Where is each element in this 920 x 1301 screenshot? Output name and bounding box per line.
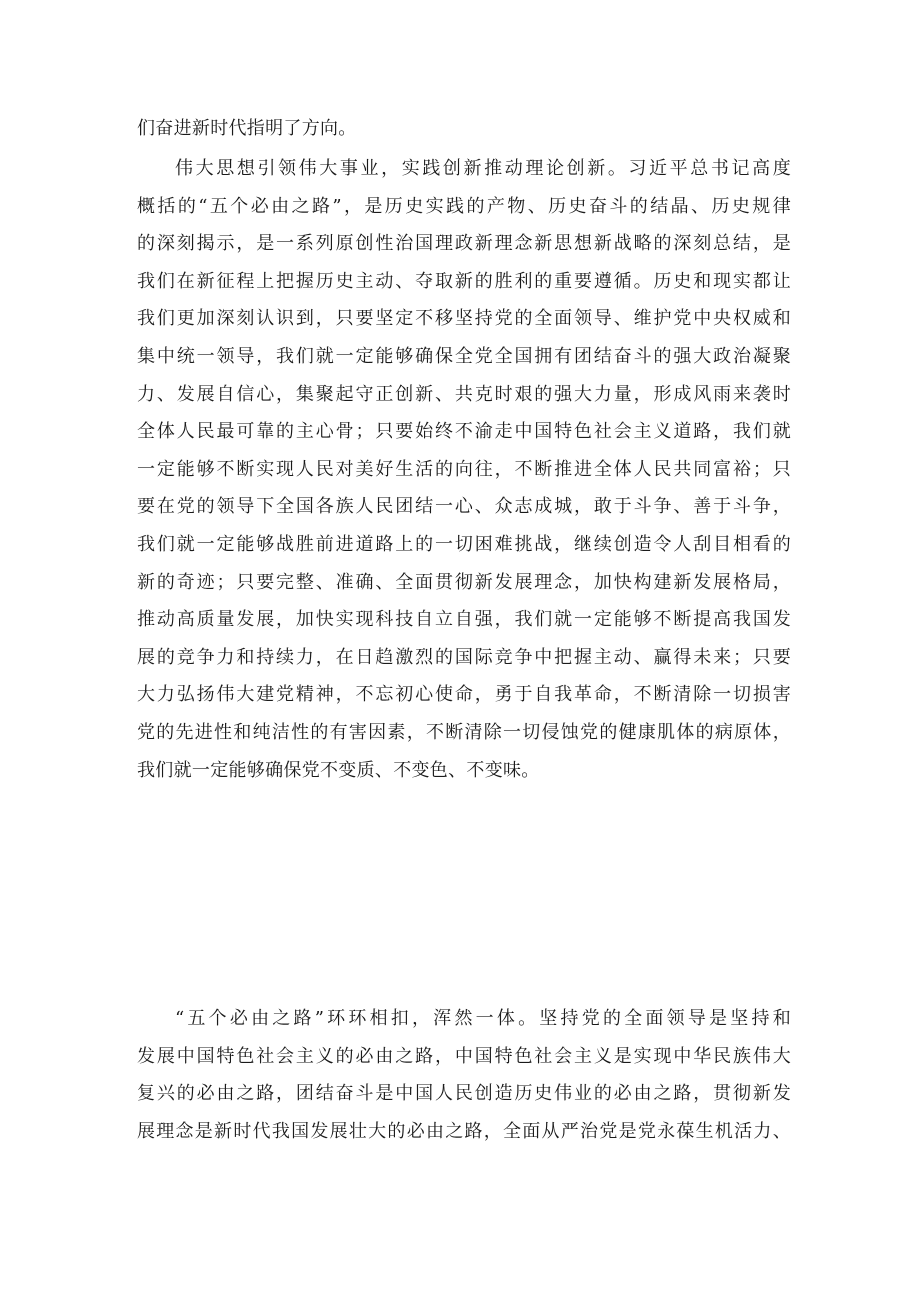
text-line: 概括的“五个必由之路”，是历史实践的产物、历史奋斗的结晶、历史规律 xyxy=(137,195,791,217)
text-line: 我们更加深刻认识到，只要坚定不移坚持党的全面领导、维护党中央权威和 xyxy=(137,308,791,330)
text-line: 发展中国特色社会主义的必由之路，中国特色社会主义是实现中华民族伟大 xyxy=(137,1045,791,1067)
text-line: 大力弘扬伟大建党精神，不忘初心使命，勇于自我革命，不断清除一切损害 xyxy=(137,684,791,706)
text-line: 我们就一定能够确保党不变质、不变色、不变味。 xyxy=(137,759,540,781)
text-line: 伟大思想引领伟大事业，实践创新推动理论创新。习近平总书记高度 xyxy=(175,158,791,179)
text-line: 力、发展自信心，集聚起守正创新、共克时艰的强大力量，形成风雨来袭时 xyxy=(137,383,791,405)
text-line: “五个必由之路”环环相扣，浑然一体。坚持党的全面领导是坚持和 xyxy=(175,1008,791,1029)
text-line: 党的先进性和纯洁性的有害因素，不断清除一切侵蚀党的健康肌体的病原体， xyxy=(137,721,791,743)
text-line: 全体人民最可靠的主心骨；只要始终不渝走中国特色社会主义道路，我们就 xyxy=(137,421,791,443)
text-line: 我们在新征程上把握历史主动、夺取新的胜利的重要遵循。历史和现实都让 xyxy=(137,270,791,292)
text-line: 复兴的必由之路，团结奋斗是中国人民创造历史伟业的必由之路，贯彻新发 xyxy=(137,1083,791,1105)
text-line: 展理念是新时代我国发展壮大的必由之路，全面从严治党是党永葆生机活力、 xyxy=(137,1120,791,1142)
text-line: 推动高质量发展，加快实现科技自立自强，我们就一定能够不断提高我国发 xyxy=(137,609,791,631)
paragraph-five-paths-interlinked xyxy=(137,1000,791,1150)
paragraph-continuation xyxy=(137,110,791,148)
text-line: 集中统一领导，我们就一定能够确保全党全国拥有团结奋斗的强大政治凝聚 xyxy=(137,345,791,367)
text-line: 的深刻揭示，是一系列原创性治国理政新理念新思想新战略的深刻总结，是 xyxy=(137,233,791,255)
text-line: 我们就一定能够战胜前进道路上的一切困难挑战，继续创造令人刮目相看的 xyxy=(137,533,791,555)
text-line: 展的竞争力和持续力，在日趋激烈的国际竞争中把握主动、赢得未来；只要 xyxy=(137,646,791,668)
text-line: 要在党的领导下全国各族人民团结一心、众志成城，敢于斗争、善于斗争， xyxy=(137,496,791,518)
text-line: 一定能够不断实现人民对美好生活的向往，不断推进全体人民共同富裕；只 xyxy=(137,458,791,480)
text-line: 新的奇迹；只要完整、准确、全面贯彻新发展理念，加快构建新发展格局， xyxy=(137,571,791,593)
text-line: 们奋进新时代指明了方向。 xyxy=(137,118,357,139)
paragraph-five-paths-significance xyxy=(137,150,791,789)
